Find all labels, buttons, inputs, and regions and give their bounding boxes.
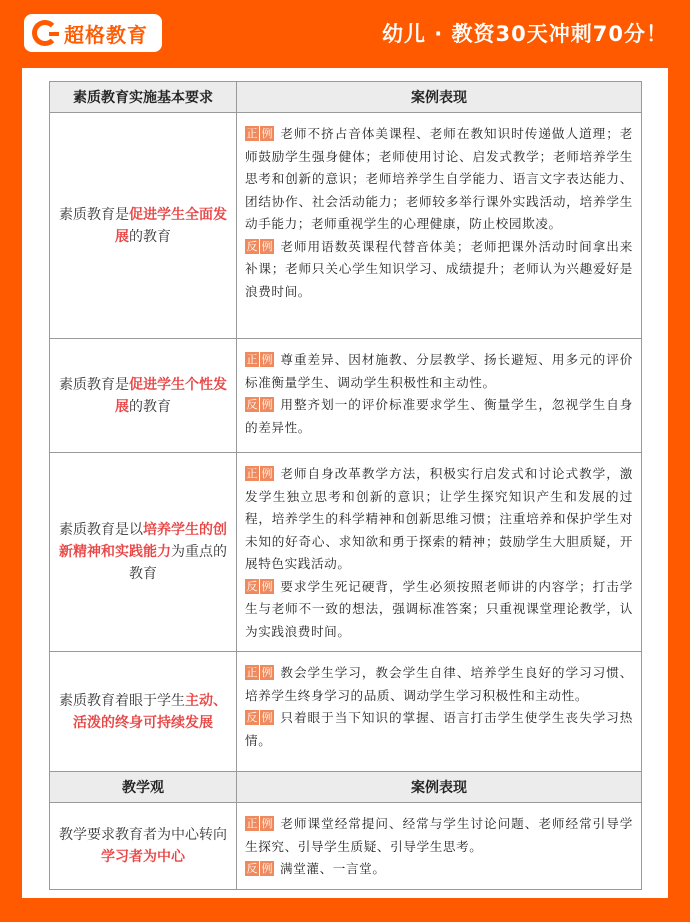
- table2-col1-header: 教学观: [50, 772, 237, 803]
- positive-text: 教会学生学习，教会学生自律、培养学生良好的学习习惯、培养学生终身学习的品质、调动学生学习积极性和主动性。: [245, 665, 633, 703]
- positive-text: 尊重差异、因材施教、分层教学、扬长避短、用多元的评价标准衡量学生、调动学生积极性和主动性。: [245, 352, 633, 390]
- positive-example: [245, 463, 633, 576]
- case-cell: [237, 339, 642, 453]
- positive-tag: 正 例: [246, 817, 273, 830]
- table-row: [50, 453, 642, 652]
- table2-header-row: [50, 772, 642, 803]
- requirement-text: 素质教育是: [59, 206, 129, 223]
- negative-text: 只着眼于当下知识的掌握、语言打击学生使学生丧失学习热情。: [245, 710, 633, 748]
- positive-example: [245, 813, 633, 858]
- table1-col2-header: 案例表现: [237, 82, 642, 113]
- table-row: [50, 113, 642, 339]
- teaching-view-cell: [50, 803, 237, 890]
- table-row: [50, 652, 642, 772]
- positive-tag: 正 例: [246, 127, 273, 140]
- table-row: [50, 803, 642, 890]
- positive-text: 老师不挤占音体美课程、老师在教知识时传递做人道理；老师鼓励学生强身健体；老师使用讨论、启发式教学；老师培养学生思考和创新的意识；老师培养学生自学能力、语言文字表达能力、团结协作、社会活动能力；老师较多举行课外实践活动，培养学生动手能力；老师重视学生的心理健康，防止校园欺凌。: [245, 126, 633, 231]
- positive-example: [245, 662, 633, 707]
- case-cell: [237, 453, 642, 652]
- table1-col1-header: 素质教育实施基本要求: [50, 82, 237, 113]
- negative-tag: 反 例: [246, 239, 273, 253]
- requirement-text: 素质教育是以: [59, 522, 143, 538]
- slogan: 幼儿 · 教资30天冲刺70分！: [381, 22, 668, 46]
- case-cell: [237, 803, 642, 890]
- case-cell: [237, 652, 642, 772]
- top-banner: [0, 0, 690, 68]
- requirement-highlight: 主动、活泼的终身可持续发展: [73, 692, 227, 731]
- positive-tag: 正 例: [246, 666, 273, 679]
- negative-text: 老师用语数英课程代替音体美；老师把课外活动时间拿出来补课；老师只关心学生知识学习、成绩提升；老师认为兴趣爱好是浪费时间。: [245, 238, 633, 299]
- positive-text: 老师课堂经常提问、经常与学生讨论问题、老师经常引导学生探究、引导学生质疑、引导学生思考。: [245, 816, 633, 854]
- negative-example: [245, 236, 633, 304]
- teaching-view-highlight: 学习者为中心: [101, 848, 185, 865]
- negative-tag: 反 例: [246, 862, 273, 875]
- requirement-text: 素质教育着眼于学生: [59, 692, 185, 709]
- case-cell: [237, 113, 642, 339]
- negative-example: [245, 576, 633, 644]
- requirement-text: 素质教育是: [59, 376, 129, 393]
- requirement-highlight: 培养学生的创新精神和实践能力: [59, 522, 227, 560]
- positive-example: [245, 349, 633, 394]
- requirement-cell: [50, 113, 237, 339]
- positive-tag: 正 例: [246, 467, 273, 480]
- positive-tag: 正 例: [246, 353, 273, 366]
- brand-logo[interactable]: [24, 14, 162, 52]
- requirement-cell: [50, 453, 237, 652]
- negative-tag: 反 例: [246, 579, 273, 593]
- negative-tag: 反 例: [246, 398, 273, 411]
- negative-example: [245, 858, 633, 881]
- table1-header-row: [50, 82, 642, 113]
- negative-example: [245, 394, 633, 439]
- teaching-view-text: 教学要求教育者为中心转向: [59, 826, 227, 843]
- requirement-text-end: 的教育: [129, 398, 171, 415]
- positive-text: 老师自身改革教学方法，积极实行启发式和讨论式教学，激发学生独立思考和创新的意识；让学生探究知识产生和发展的过程，培养学生的科学精神和创新思维习惯；注重培养和保护学生对未知的好奇心、求知欲和勇于探索的精神；鼓励学生大胆质疑，开展特色实践活动。: [245, 466, 633, 571]
- negative-text: 满堂灌、一言堂。: [280, 861, 386, 876]
- requirement-text-end: 为重点的教育: [129, 544, 227, 582]
- content-panel: [22, 68, 668, 898]
- negative-example: [245, 707, 633, 752]
- table2-col2-header: 案例表现: [237, 772, 642, 803]
- logo-g-icon: [32, 20, 58, 46]
- requirement-cell: [50, 339, 237, 453]
- table-row: [50, 339, 642, 453]
- requirement-cell: [50, 652, 237, 772]
- requirement-text-end: 的教育: [129, 228, 171, 245]
- requirement-highlight: 促进学生全面发展: [115, 206, 227, 245]
- negative-tag: 反 例: [246, 711, 273, 724]
- requirements-table: [49, 81, 642, 890]
- positive-example: [245, 123, 633, 236]
- negative-text: 要求学生死记硬背，学生必须按照老师讲的内容学；打击学生与老师不一致的想法，强调标准答案；只重视课堂理论教学，认为实践浪费时间。: [245, 578, 633, 639]
- negative-text: 用整齐划一的评价标准要求学生、衡量学生，忽视学生自身的差异性。: [245, 397, 633, 435]
- requirement-highlight: 促进学生个性发展: [115, 376, 227, 415]
- logo-text: 超格教育: [64, 22, 148, 47]
